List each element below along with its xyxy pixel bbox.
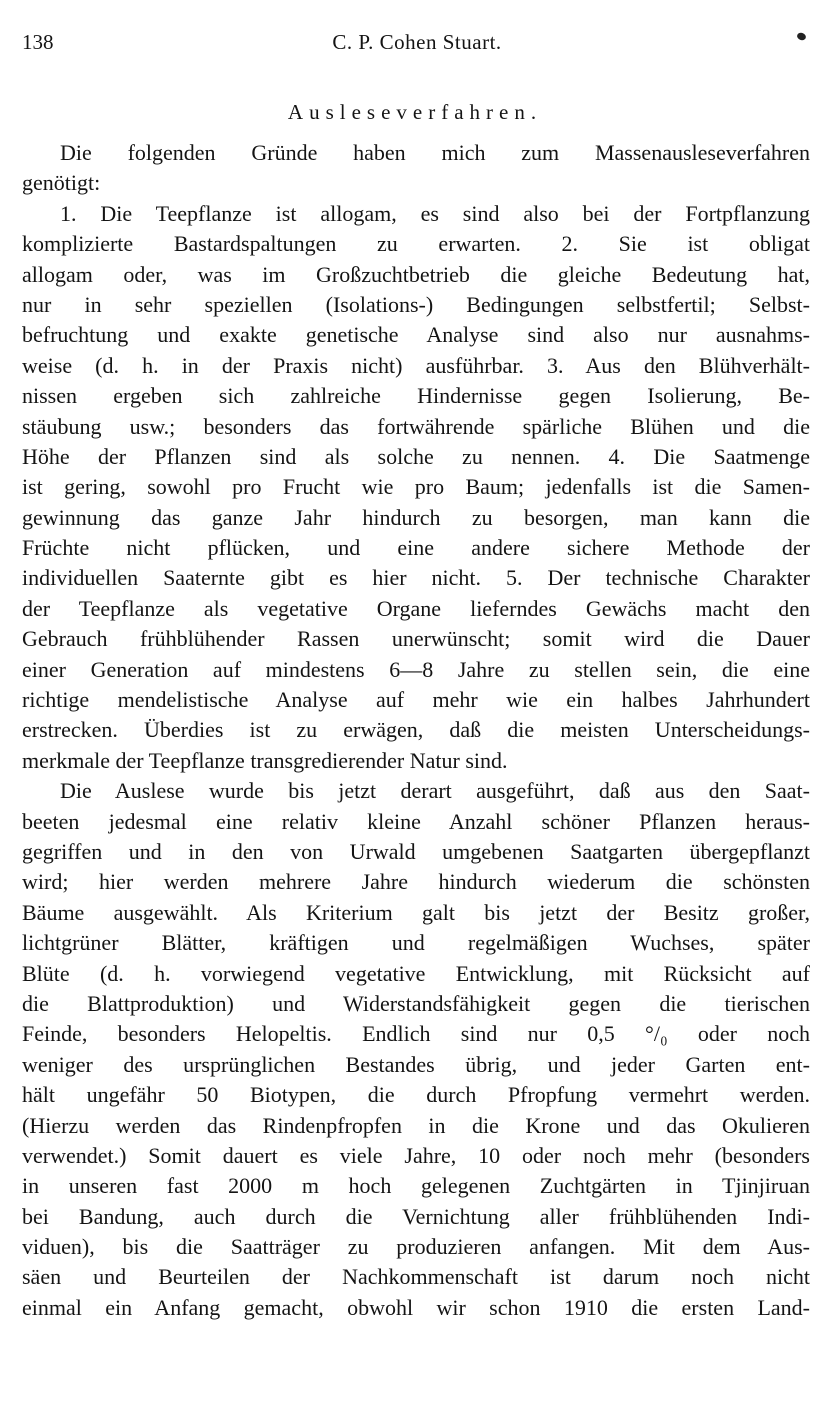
- text-line: befruchtung und exakte genetische Analyse sind also nur ausnahms-: [22, 322, 810, 348]
- text-line: ist gering, sowohl pro Frucht wie pro Baum; jedenfalls ist die Samen-: [22, 474, 810, 500]
- text-line: (Hierzu werden das Rindenpfropfen in die Krone und das Okulieren: [22, 1112, 810, 1138]
- text-line: wird; hier werden mehrere Jahre hindurch wiederum die schönsten: [22, 869, 810, 895]
- text-line: verwendet.) Somit dauert es viele Jahre, 10 oder noch mehr (besonders: [22, 1142, 810, 1168]
- text-line: Bäume ausgewählt. Als Kriterium galt bis jetzt der Besitz großer,: [22, 899, 810, 925]
- page-header: [22, 30, 812, 64]
- text-line: beeten jedesmal eine relativ kleine Anzahl schöner Pflanzen heraus-: [22, 808, 810, 834]
- text-line: Früchte nicht pflücken, und eine andere sichere Methode der: [22, 535, 810, 561]
- text-line: erstrecken. Überdies ist zu erwägen, daß die meisten Unterscheidungs-: [22, 717, 810, 743]
- text-line: Die folgenden Gründe haben mich zum Massenausleseverfahren: [60, 140, 810, 165]
- text-line: einmal ein Anfang gemacht, obwohl wir schon 1910 die ersten Land-: [22, 1294, 810, 1320]
- paragraph: [22, 776, 810, 1323]
- text-line: nissen ergeben sich zahlreiche Hindernisse gegen Isolierung, Be-: [22, 383, 810, 409]
- section-title: Ausleseverfahren.: [287, 100, 543, 124]
- text-line: stäubung usw.; besonders das fortwährende spärliche Blühen und die: [22, 413, 810, 439]
- text-line: merkmale der Teepflanze transgredierender Natur sind.: [22, 747, 508, 773]
- text-line: richtige mendelistische Analyse auf mehr wie ein halbes Jahrhundert: [22, 687, 810, 713]
- text-line: säen und Beurteilen der Nachkommenschaft ist darum noch nicht: [22, 1264, 810, 1290]
- text-line: Die Auslese wurde bis jetzt derart ausgeführt, daß aus den Saat-: [60, 778, 810, 804]
- text-line: Gebrauch frühblühender Rassen unerwünscht; somit wird die Dauer: [22, 626, 810, 652]
- text-line: Höhe der Pflanzen sind als solche zu nennen. 4. Die Saatmenge: [22, 443, 810, 469]
- text-line: der Teepflanze als vegetative Organe lieferndes Gewächs macht den: [22, 595, 810, 621]
- text-line: gegriffen und in den von Urwald umgebenen Saatgarten übergepflanzt: [22, 838, 810, 864]
- text-line: weniger des ursprünglichen Bestandes übrig, und jeder Garten ent-: [22, 1051, 810, 1077]
- text-line: hält ungefähr 50 Biotypen, die durch Pfropfung vermehrt werden.: [22, 1082, 810, 1108]
- text-line: 1. Die Teepflanze ist allogam, es sind also bei der Fortpflanzung: [60, 200, 810, 226]
- text-line: viduen), bis die Saatträger zu produzieren anfangen. Mit dem Aus-: [22, 1234, 810, 1260]
- text-line: allogam oder, was im Großzuchtbetrieb die gleiche Bedeutung hat,: [22, 261, 810, 287]
- text-line: Feinde, besonders Helopeltis. Endlich sind nur 0,5 °/₀ oder noch: [22, 1021, 810, 1047]
- text-line: weise (d. h. in der Praxis nicht) ausführbar. 3. Aus den Blühverhält-: [22, 352, 810, 378]
- text-line: die Blattproduktion) und Widerstandsfähigkeit gegen die tierischen: [22, 990, 810, 1016]
- body-text: [22, 138, 810, 1323]
- text-line: individuellen Saaternte gibt es hier nicht. 5. Der technische Charakter: [22, 565, 810, 591]
- paragraph: [22, 199, 810, 776]
- text-line: komplizierte Bastardspaltungen zu erwarten. 2. Sie ist obligat: [22, 231, 810, 257]
- running-head: C. P. Cohen Stuart.: [332, 30, 502, 54]
- text-line: gewinnung das ganze Jahr hindurch zu besorgen, man kann die: [22, 504, 810, 530]
- text-line: genötigt:: [22, 170, 101, 196]
- text-line: einer Generation auf mindestens 6—8 Jahre zu stellen sein, die eine: [22, 656, 810, 682]
- paragraph: [22, 138, 810, 199]
- text-line: in unseren fast 2000 m hoch gelegenen Zuchtgärten in Tjinjiruan: [22, 1173, 810, 1199]
- page-number: 138: [22, 30, 54, 54]
- text-line: Blüte (d. h. vorwiegend vegetative Entwicklung, mit Rücksicht auf: [22, 960, 810, 986]
- text-line: bei Bandung, auch durch die Vernichtung aller frühblühenden Indi-: [22, 1203, 810, 1229]
- text-line: lichtgrüner Blätter, kräftigen und regelmäßigen Wuchses, später: [22, 930, 810, 956]
- text-line: nur in sehr speziellen (Isolations-) Bedingungen selbstfertil; Selbst-: [22, 291, 810, 317]
